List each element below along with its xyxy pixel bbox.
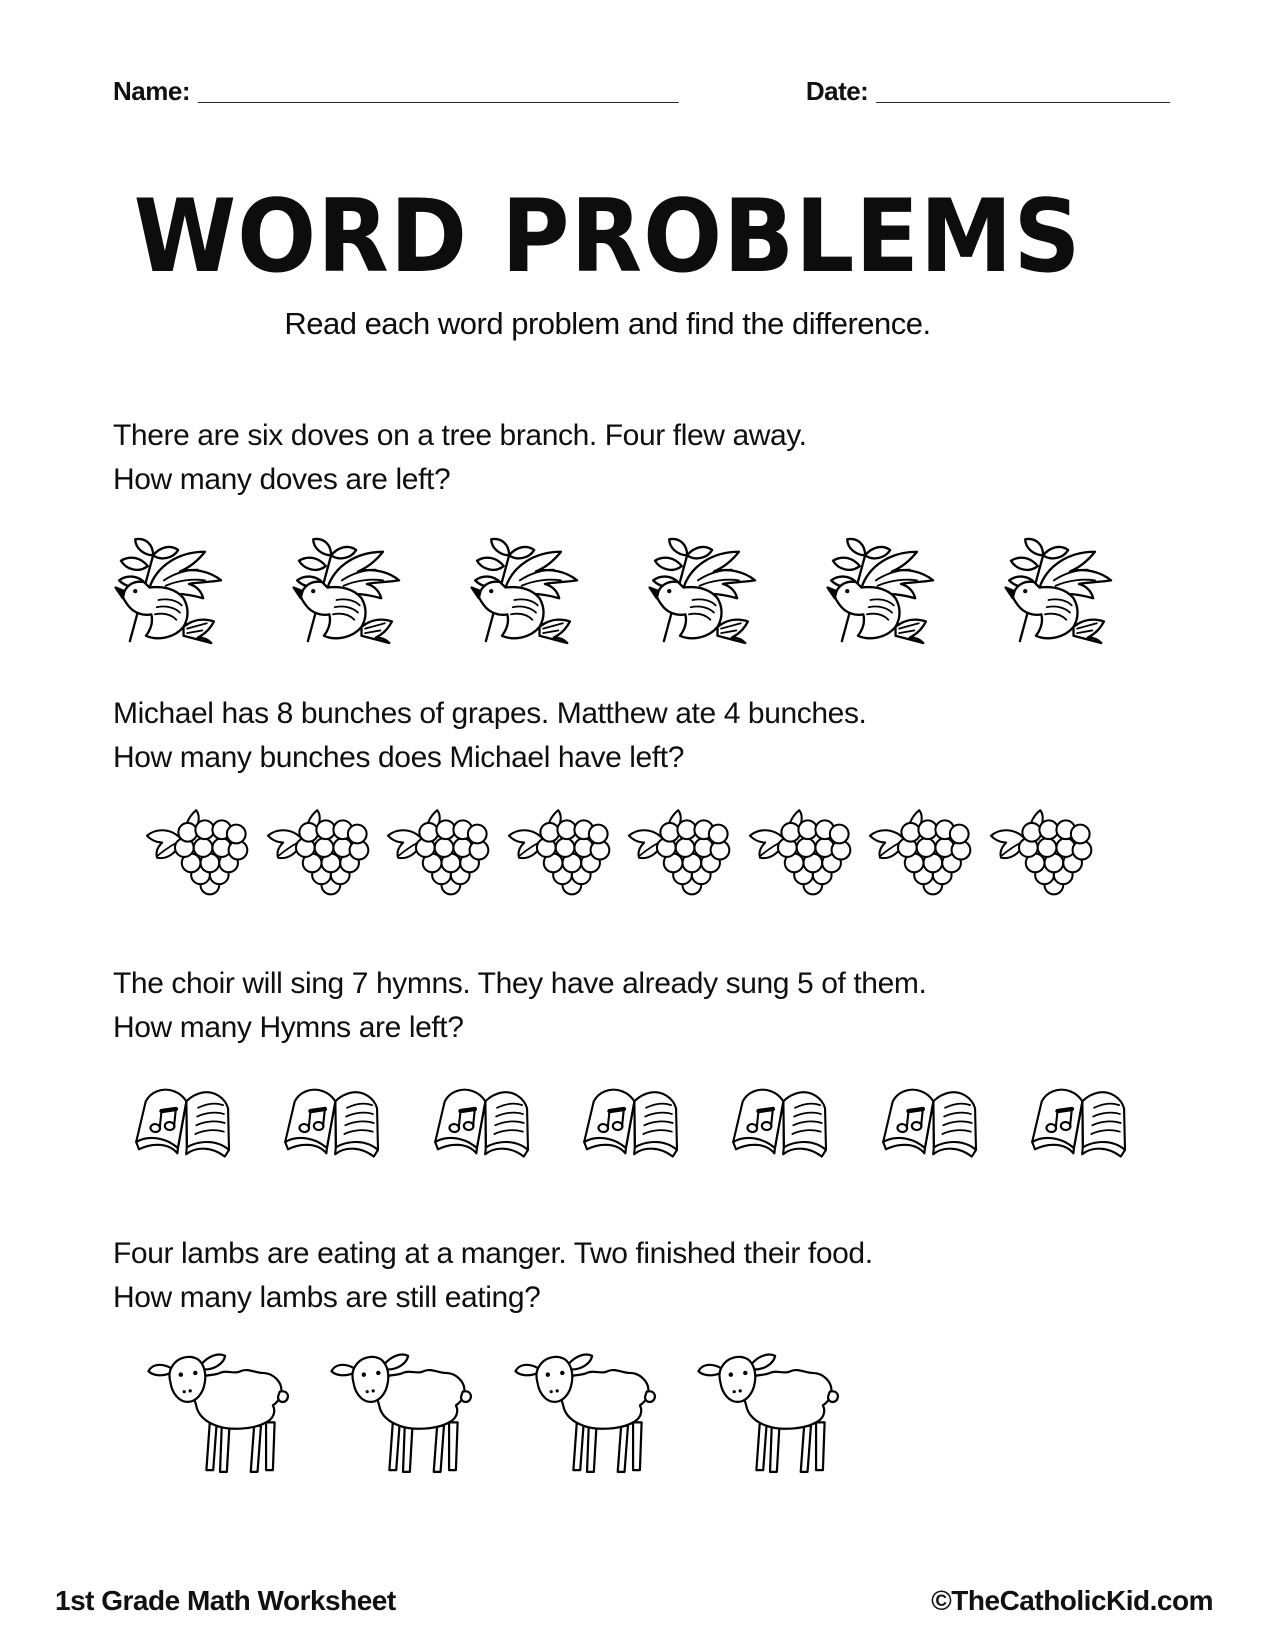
problem-2-line-1: Michael has 8 bunches of grapes. Matthew ate 4 bunches. (113, 697, 867, 730)
grapes-icon (497, 804, 611, 898)
dove-icon (1002, 531, 1120, 653)
lamb-icon (512, 1338, 674, 1488)
lamb-row (145, 1328, 857, 1488)
worksheet-title: WORD PROBLEMS (133, 178, 1082, 295)
problem-1-line-2: How many doves are left? (113, 463, 451, 496)
problem-2-line-2: How many bunches does Michael have left? (113, 741, 684, 774)
problem-4-line-1: Four lambs are eating at a manger. Two finished their food. (113, 1237, 873, 1270)
grapes-icon (979, 804, 1093, 898)
problem-4-text (113, 1232, 1185, 1320)
dove-icon (646, 531, 764, 653)
footer-grade-label: 1st Grade Math Worksheet (55, 1585, 396, 1616)
date-blank-line: ______________________ (876, 79, 1170, 106)
hymn-book-icon (275, 1080, 391, 1168)
grapes-icon (376, 804, 490, 898)
problem-1-text (113, 414, 1185, 502)
date-label: Date: (805, 76, 869, 106)
dove-row (112, 525, 1120, 653)
problem-2-text (113, 692, 1185, 780)
footer-copyright: ©TheCatholicKid.com (931, 1585, 1213, 1616)
problem-3-line-2: How many Hymns are left? (113, 1011, 464, 1044)
name-label: Name: (113, 76, 190, 106)
dove-icon (468, 531, 586, 653)
dove-icon (290, 531, 408, 653)
problem-3-line-1: The choir will sing 7 hymns. They have already sung 5 of them. (113, 967, 927, 1000)
header-row (113, 76, 1170, 107)
hymn-book-row (126, 1076, 1138, 1168)
problem-4-line-2: How many lambs are still eating? (113, 1281, 541, 1314)
grapes-icon (256, 804, 370, 898)
worksheet-subtitle: Read each word problem and find the difference. (284, 306, 931, 341)
grapes-icon (135, 804, 249, 898)
hymn-book-icon (574, 1080, 690, 1168)
dove-icon (824, 531, 942, 653)
lamb-icon (145, 1338, 307, 1488)
grapes-icon (617, 804, 731, 898)
grapes-icon (858, 804, 972, 898)
hymn-book-icon (126, 1080, 242, 1168)
grapes-row (135, 798, 1093, 898)
hymn-book-icon (1022, 1080, 1138, 1168)
lamb-icon (695, 1338, 857, 1488)
dove-icon (112, 531, 230, 653)
hymn-book-icon (723, 1080, 839, 1168)
name-field (113, 76, 679, 107)
grapes-icon (738, 804, 852, 898)
date-field (806, 76, 1170, 107)
hymn-book-icon (873, 1080, 989, 1168)
lamb-icon (328, 1338, 490, 1488)
name-blank-line: ____________________________________ (197, 79, 679, 106)
hymn-book-icon (425, 1080, 541, 1168)
problem-1-line-1: There are six doves on a tree branch. Four flew away. (113, 419, 807, 452)
problem-3-text (113, 962, 1185, 1050)
